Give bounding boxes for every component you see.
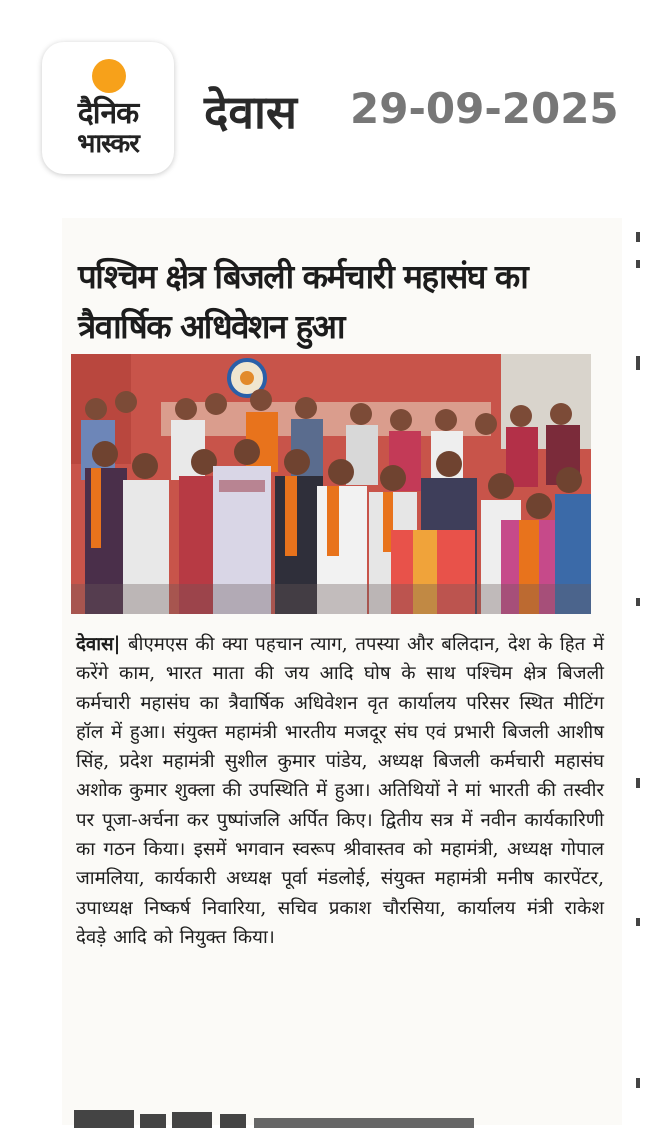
logo-text-bhaskar: भास्कर xyxy=(77,129,139,159)
app-header xyxy=(0,0,646,200)
group-photo-icon xyxy=(71,354,591,614)
article-headline: पश्चिम क्षेत्र बिजली कर्मचारी महासंघ का त्रैवार्षिक अधिवेशन हुआ xyxy=(78,257,528,346)
article-body xyxy=(76,630,604,1090)
edition-city: देवास xyxy=(204,85,298,139)
article-dateline: देवास| xyxy=(76,634,121,655)
cut-off-text-icon xyxy=(74,1104,494,1134)
sun-icon xyxy=(92,59,126,93)
group-photo-illustration xyxy=(71,354,591,614)
next-article-headline-partial xyxy=(74,1104,494,1134)
logo-text-dainik: दैनिक xyxy=(77,96,139,131)
edition-date: 29-09-2025 xyxy=(350,84,619,133)
adjacent-column-edge xyxy=(628,218,646,1125)
article-body-text: बीएमएस की क्या पहचान त्याग, तपस्या और बलिदान, देश के हित में करेंगे काम, भारत माता की जय आदि घोष के साथ पश्चिम क्षेत्र बिजली कर्मचारी महासंघ का त्रैवार्षिक अधिवेशन वृत कार्यालय परिसर स्थित मीटिंग हॉल में हुआ। संयुक्त महामंत्री भारतीय मजदूर संघ एवं प्रभारी बिजली आशीष सिंह, प्रदेश महामंत्री सुशील कुमार पांडेय, अध्यक्ष बिजली कर्मचारी महासंघ अशोक कुमार शुक्ला की उपस्थिति में हुआ। अतिथियों ने मां भारती की तस्वीर पर पूजा-अर्चना कर पुष्पांजलि अर्पित किए। द्वितीय सत्र में नवीन कार्यकारिणी का गठन किया। इसमें भगवान स्वरूप श्रीवास्तव को महामंत्री, अध्यक्ष गोपाल जामलिया, कार्यकारी अध्यक्ष पूर्वा मंडलोई, संयुक्त महामंत्री मनीष कारपेंटर, उपाध्यक्ष निष्कर्ष निवारिया, सचिव प्रकाश चौरसिया, कार्यालय मंत्री राकेश देवड़े आदि को नियुक्त किया। xyxy=(76,634,604,948)
dainik-bhaskar-logo[interactable] xyxy=(42,42,174,174)
